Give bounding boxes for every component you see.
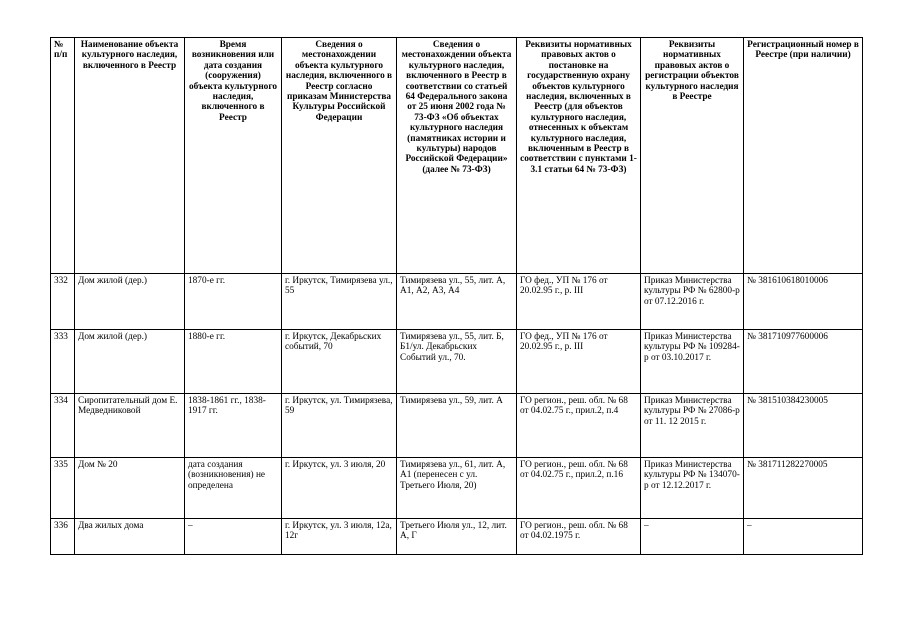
cell-location-law: Тимирязева ул., 55, лит. Б, Б1/ул. Декабрьских Событий ул., 70. [397, 330, 517, 394]
document-page [50, 37, 862, 555]
header-registration-acts: Реквизиты нормативных правовых актов о регистрации объектов культурного наследия в Реестре [641, 38, 744, 274]
cell-location-law: Тимирязева ул., 59, лит. А [397, 394, 517, 458]
cell-creation-date: 1880-е гг. [185, 330, 282, 394]
table-row [51, 519, 863, 555]
cell-creation-date: 1838-1861 гг., 1838-1917 гг. [185, 394, 282, 458]
header-number: № п/п [51, 38, 75, 274]
header-protection-acts: Реквизиты нормативных правовых актов о постановке на государственную охрану объектов культурного наследия, включенных в Реестр (для объектов культурного наследия, отнесенных к объектам культурного наследия, включенным в Реестр в соответствии с пунктами 1-3.1 статьи 64 № 73-ФЗ) [517, 38, 641, 274]
cell-protection-acts: ГО регион., реш. обл. № 68 от 04.02.75 г., прил.2, п.16 [517, 458, 641, 519]
cell-number: 335 [51, 458, 75, 519]
cell-creation-date: 1870-е гг. [185, 274, 282, 330]
cell-registration-acts: Приказ Министерства культуры РФ № 109284-р от 03.10.2017 г. [641, 330, 744, 394]
cell-registration-acts: Приказ Министерства культуры РФ № 62800-р от 07.12.2016 г. [641, 274, 744, 330]
cell-registration-acts: Приказ Министерства культуры РФ № 27086-р от 11. 12 2015 г. [641, 394, 744, 458]
cell-creation-date: – [185, 519, 282, 555]
table-header-row [51, 38, 863, 274]
cell-location-ministry: г. Иркутск, ул. Тимирязева, 59 [282, 394, 397, 458]
cell-registry-number: № 381710977600006 [744, 330, 863, 394]
header-location-law: Сведения о местонахождении объекта культурного наследия, включенного в Реестр в соответствии со статьей 64 Федерального закона от 25 июня 2002 года № 73-ФЗ «Об объектах культурного наследия (памятниках истории и культуры) народов Российской Федерации» (далее № 73-ФЗ) [397, 38, 517, 274]
cell-registration-acts: Приказ Министерства культуры РФ № 134070-р от 12.12.2017 г. [641, 458, 744, 519]
cell-location-law: Тимирязева ул., 55, лит. А, А1, А2, А3, А4 [397, 274, 517, 330]
cell-registry-number: – [744, 519, 863, 555]
cell-number: 336 [51, 519, 75, 555]
cell-location-ministry: г. Иркутск, Тимирязева ул., 55 [282, 274, 397, 330]
cell-number: 334 [51, 394, 75, 458]
cell-object-name: Дом жилой (дер.) [75, 330, 185, 394]
table-row [51, 394, 863, 458]
cell-protection-acts: ГО фед., УП № 176 от 20.02.95 г., р. III [517, 330, 641, 394]
cell-registration-acts: – [641, 519, 744, 555]
header-registry-number: Регистрационный номер в Реестре (при наличии) [744, 38, 863, 274]
cell-number: 332 [51, 274, 75, 330]
cell-location-ministry: г. Иркутск, ул. 3 июля, 12а, 12г [282, 519, 397, 555]
header-creation-date: Время возникновения или дата создания (сооружения) объекта культурного наследия, включенного в Реестр [185, 38, 282, 274]
cell-protection-acts: ГО фед., УП № 176 от 20.02.95 г., р. III [517, 274, 641, 330]
cell-object-name: Дом жилой (дер.) [75, 274, 185, 330]
cell-location-ministry: г. Иркутск, ул. 3 июля, 20 [282, 458, 397, 519]
cell-protection-acts: ГО регион., реш. обл. № 68 от 04.02.1975 г. [517, 519, 641, 555]
cell-object-name: Два жилых дома [75, 519, 185, 555]
cell-protection-acts: ГО регион., реш. обл. № 68 от 04.02.75 г., прил.2, п.4 [517, 394, 641, 458]
cell-location-ministry: г. Иркутск, Декабрьских событий, 70 [282, 330, 397, 394]
cell-object-name: Дом № 20 [75, 458, 185, 519]
heritage-registry-table [50, 37, 863, 555]
header-location-ministry: Сведения о местонахождении объекта культурного наследия, включенного в Реестр согласно приказам Министерства Культуры Российской Федерации [282, 38, 397, 274]
cell-registry-number: № 381510384230005 [744, 394, 863, 458]
cell-location-law: Тимирязева ул., 61, лит. А, А1 (перенесен с ул. Третьего Июля, 20) [397, 458, 517, 519]
header-object-name: Наименование объекта культурного наследия, включенного в Реестр [75, 38, 185, 274]
cell-creation-date: дата создания (возникновения) не определена [185, 458, 282, 519]
cell-number: 333 [51, 330, 75, 394]
cell-location-law: Третьего Июля ул., 12, лит. А, Г [397, 519, 517, 555]
cell-registry-number: № 381711282270005 [744, 458, 863, 519]
table-row [51, 458, 863, 519]
table-row [51, 330, 863, 394]
cell-registry-number: № 381610618010006 [744, 274, 863, 330]
cell-object-name: Сиропитательный дом Е. Медведниковой [75, 394, 185, 458]
table-row [51, 274, 863, 330]
